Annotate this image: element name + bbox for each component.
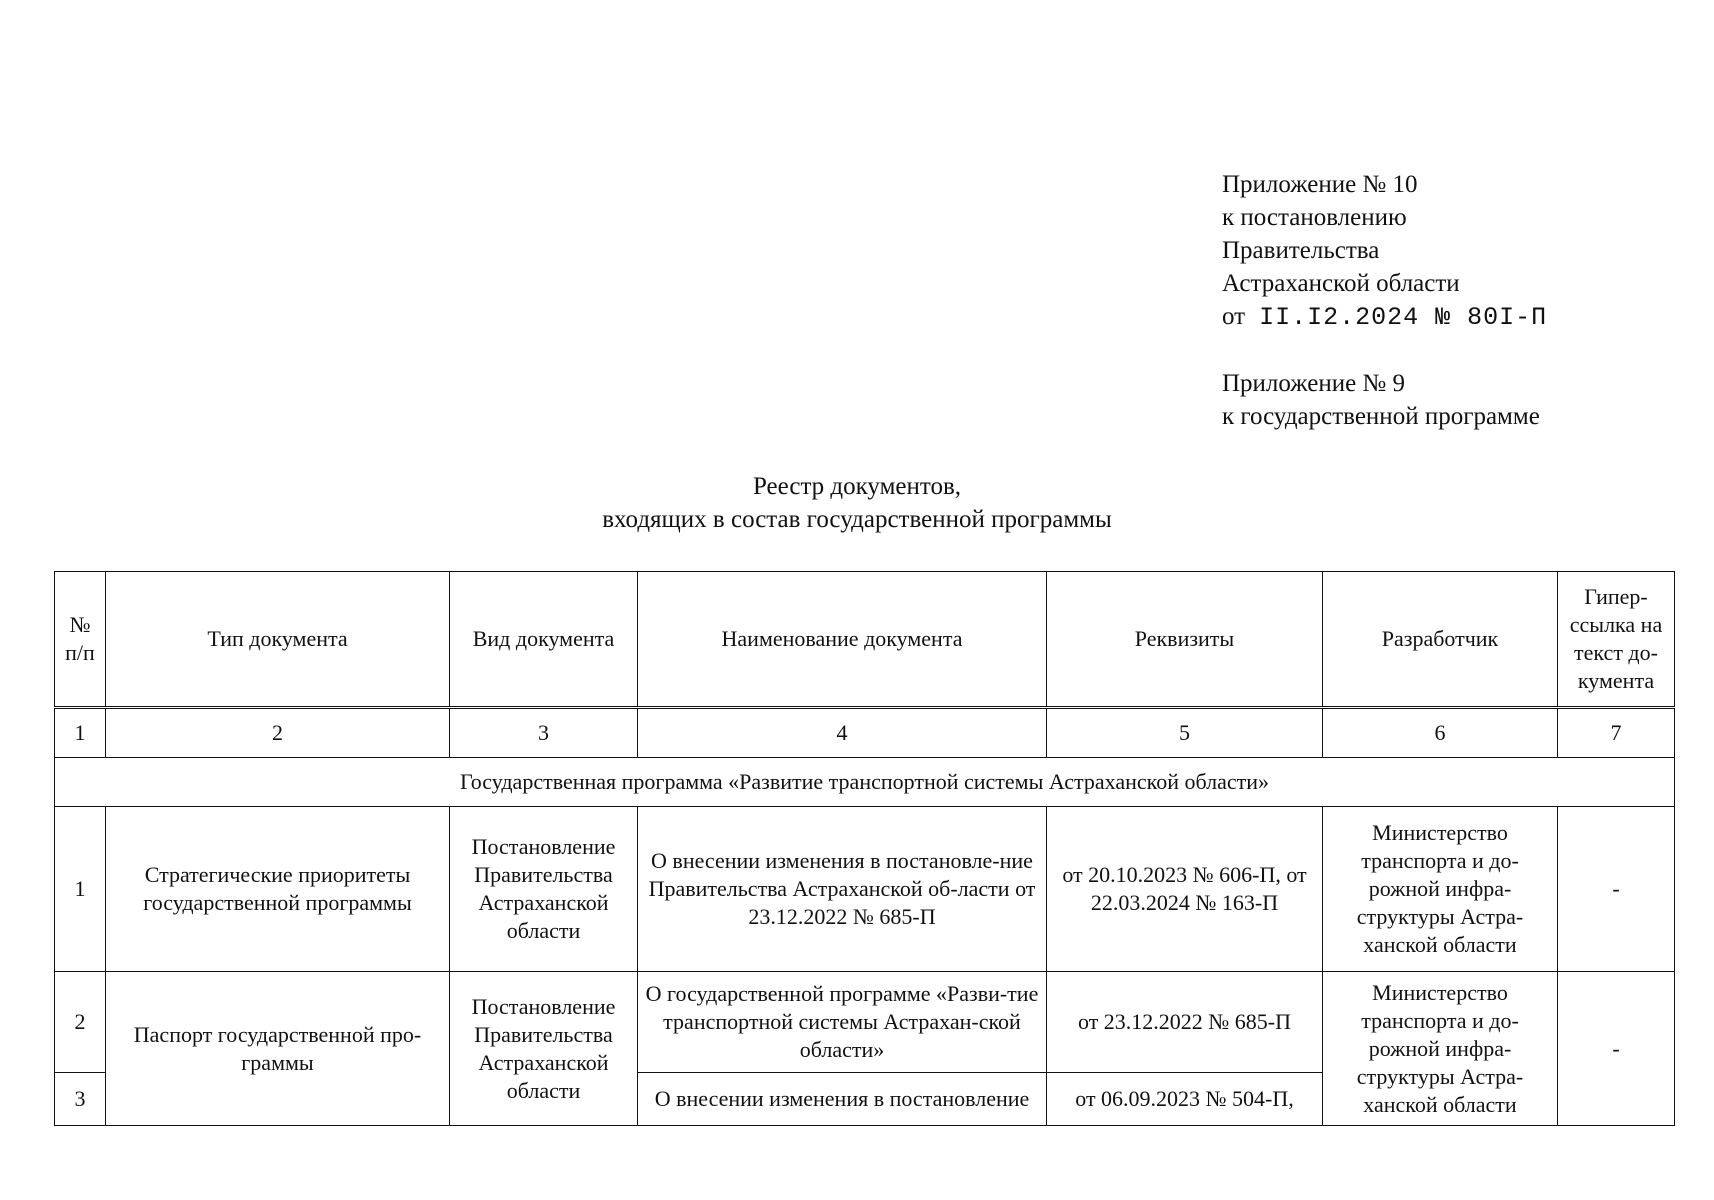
- row-name: О государственной программе «Разви-тие транспортной системы Астрахан-ской области»: [638, 972, 1047, 1073]
- row-requisites: от 23.12.2022 № 685-П: [1047, 972, 1323, 1073]
- row-type: Стратегические приоритеты государственной программы: [106, 807, 450, 972]
- section-row: [55, 758, 1675, 807]
- row-developer: Министерство транспорта и до-рожной инфра-структуры Астра-ханской области: [1323, 807, 1558, 972]
- row-number: 3: [55, 1073, 106, 1126]
- column-number: 6: [1323, 708, 1558, 758]
- column-number: 4: [638, 708, 1047, 758]
- row-developer: Министерство транспорта и до-рожной инфра-структуры Астра-ханской области: [1323, 972, 1558, 1126]
- registry-table: [54, 571, 1675, 1126]
- appendix-line: Приложение № 10: [1222, 171, 1418, 198]
- appendix-line: Астраханской области: [1222, 270, 1460, 297]
- appendix-line: к постановлению: [1222, 204, 1407, 231]
- row-number: 1: [55, 807, 106, 972]
- column-number: 3: [450, 708, 638, 758]
- header-row: [55, 572, 1675, 708]
- title-line-1: Реестр документов,: [752, 473, 962, 500]
- row-kind: Постановление Правительства Астраханской области: [450, 972, 638, 1126]
- appendix-line: к государственной программе: [1222, 403, 1540, 430]
- spacer: [1222, 334, 1662, 367]
- appendix-date-line: [1222, 300, 1662, 334]
- row-kind: Постановление Правительства Астраханской области: [450, 807, 638, 972]
- header-cell-link: Гипер-ссылка на текст до-кумента: [1558, 572, 1675, 708]
- appendix-line: Правительства: [1222, 237, 1380, 264]
- row-name: О внесении изменения в постановле-ние Правительства Астраханской об-ласти от 23.12.2022 № 685-П: [638, 807, 1047, 972]
- date-prefix: от: [1222, 303, 1246, 330]
- header-cell-requisites: Реквизиты: [1047, 572, 1323, 708]
- section-title: Государственная программа «Развитие транспортной системы Астраханской области»: [55, 758, 1675, 807]
- row-requisites: от 06.09.2023 № 504-П,: [1047, 1073, 1323, 1126]
- table-row: [55, 972, 1675, 1073]
- document-title: [0, 470, 1714, 536]
- row-type: Паспорт государственной про-граммы: [106, 972, 450, 1126]
- column-number: 5: [1047, 708, 1323, 758]
- row-requisites: от 20.10.2023 № 606-П, от 22.03.2024 № 163-П: [1047, 807, 1323, 972]
- column-number: 1: [55, 708, 106, 758]
- title-line-2: входящих в состав государственной программы: [602, 506, 1112, 533]
- header-cell-type: Тип документа: [106, 572, 450, 708]
- row-number: 2: [55, 972, 106, 1073]
- table-row: [55, 807, 1675, 972]
- header-cell-number: № п/п: [55, 572, 106, 708]
- row-link: -: [1558, 807, 1675, 972]
- header-cell-developer: Разработчик: [1323, 572, 1558, 708]
- date-number-stamp: II.I2.2024 № 80I-П: [1259, 303, 1548, 332]
- row-name: О внесении изменения в постановление: [638, 1073, 1047, 1126]
- column-number: 7: [1558, 708, 1675, 758]
- column-number: 2: [106, 708, 450, 758]
- appendix-line: Приложение № 9: [1222, 370, 1406, 397]
- appendix-block: [1222, 168, 1662, 433]
- column-number-row: [55, 708, 1675, 758]
- header-cell-name: Наименование документа: [638, 572, 1047, 708]
- row-link: -: [1558, 972, 1675, 1126]
- header-cell-kind: Вид документа: [450, 572, 638, 708]
